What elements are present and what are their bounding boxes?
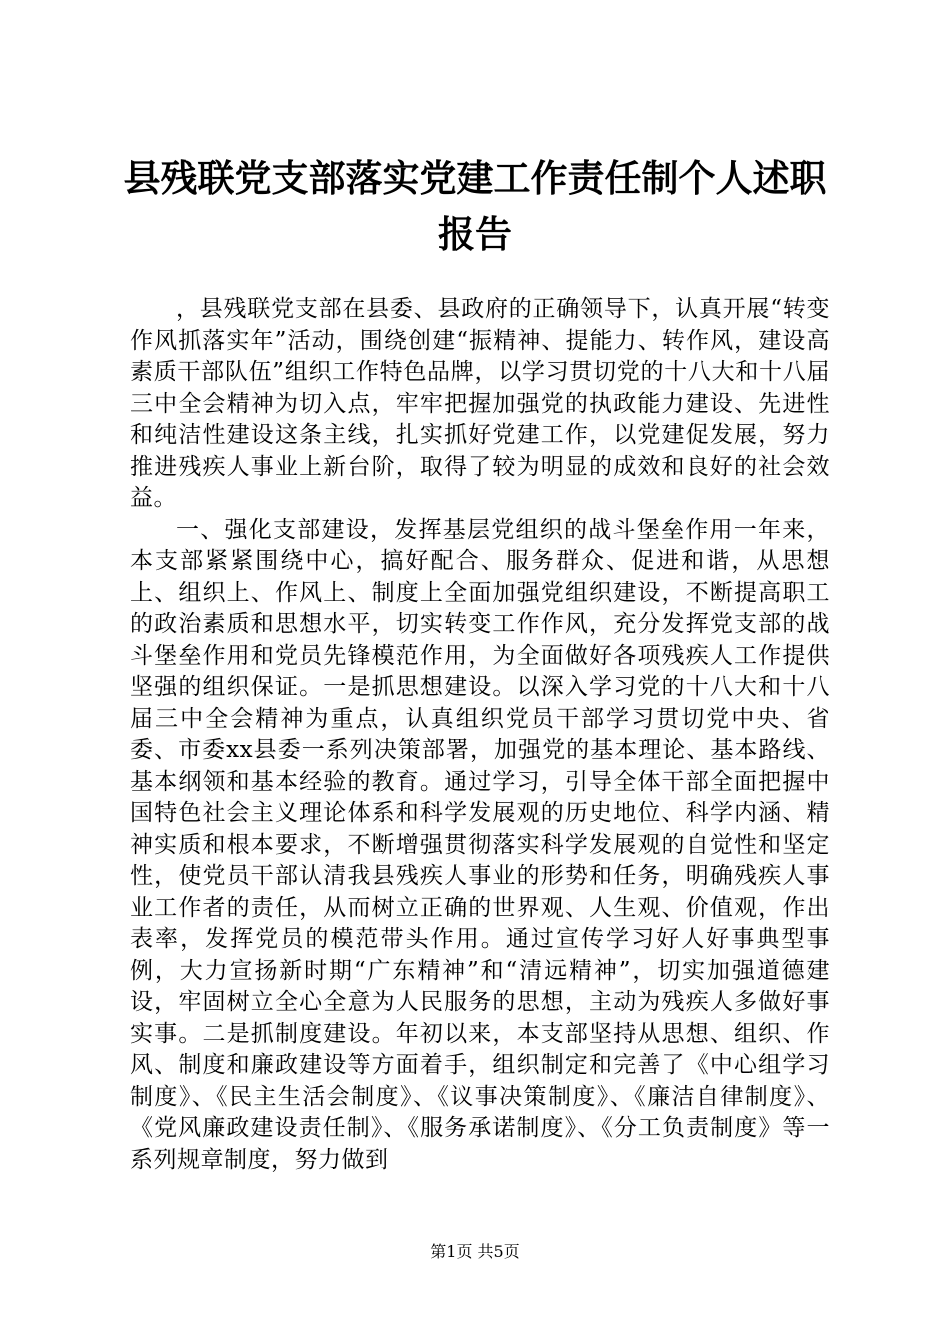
- document-body: [130, 294, 830, 1176]
- paragraph-section-one: 一、强化支部建设，发挥基层党组织的战斗堡垒作用一年来，本支部紧紧围绕中心，搞好配合、服务群众、促进和谐，从思想上、组织上、作风上、制度上全面加强党组织建设，不断提高职工的政治素质和思想水平，切实转变工作作风，充分发挥党支部的战斗堡垒作用和党员先锋模范作用，为全面做好各项残疾人工作提供坚强的组织保证。一是抓思想建设。以深入学习党的十八大和十八届三中全会精神为重点，认真组织党员干部学习贯切党中央、省委、市委xx县委一系列决策部署，加强党的基本理论、基本路线、基本纲领和基本经验的教育。通过学习，引导全体干部全面把握中国特色社会主义理论体系和科学发展观的历史地位、科学内涵、精神实质和根本要求，不断增强贯彻落实科学发展观的自觉性和坚定性，使党员干部认清我县残疾人事业的形势和任务，明确残疾人事业工作者的责任，从而树立正确的世界观、人生观、价值观，作出表率，发挥党员的模范带头作用。通过宣传学习好人好事典型事例，大力宣扬新时期“广东精神”和“清远精神”，切实加强道德建设，牢固树立全心全意为人民服务的思想，主动为残疾人多做好事实事。二是抓制度建设。年初以来，本支部坚持从思想、组织、作风、制度和廉政建设等方面着手，组织制定和完善了《中心组学习制度》、《民主生活会制度》、《议事决策制度》、《廉洁自律制度》、《党风廉政建设责任制》、《服务承诺制度》、《分工负责制度》等一系列规章制度，努力做到: [130, 516, 830, 1173]
- paragraph-intro: ，县残联党支部在县委、县政府的正确领导下，认真开展“转变作风抓落实年”活动，围绕创建“振精神、提能力、转作风，建设高素质干部队伍”组织工作特色品牌，以学习贯切党的十八大和十八届三中全会精神为切入点，牢牢把握加强党的执政能力建设、先进性和纯洁性建设这条主线，扎实抓好党建工作，以党建促发展，努力推进残疾人事业上新台阶，取得了较为明显的成效和良好的社会效益。: [130, 296, 830, 511]
- page-number-footer: 第1页 共5页: [430, 1242, 520, 1261]
- document-title: 县残联党支部落实党建工作责任制个人述职报告: [123, 156, 827, 256]
